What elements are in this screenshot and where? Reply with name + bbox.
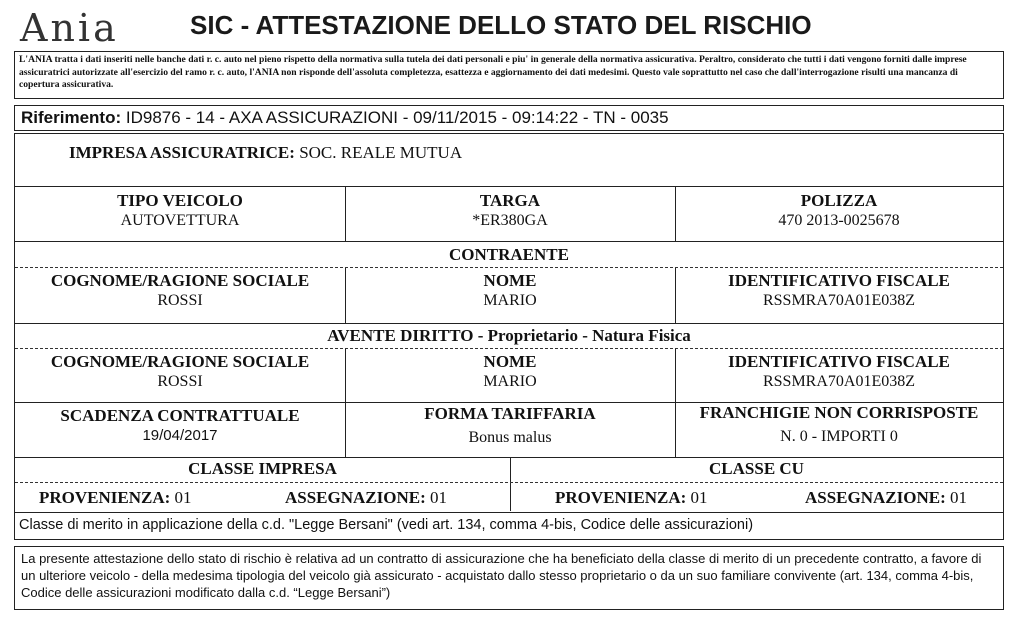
targa-label: TARGA bbox=[479, 191, 541, 210]
ania-logo: Ania bbox=[20, 6, 119, 50]
contraente-nome-value: MARIO bbox=[483, 292, 537, 309]
classe-impresa-provenienza-label: PROVENIENZA: bbox=[39, 488, 171, 507]
classe-cu-assegnazione-value: 01 bbox=[950, 488, 968, 507]
contraente-cf-label: IDENTIFICATIVO FISCALE bbox=[728, 271, 950, 290]
avente-cf-label: IDENTIFICATIVO FISCALE bbox=[728, 352, 950, 371]
avente-diritto-heading: AVENTE DIRITTO - Proprietario - Natura Fisica bbox=[327, 326, 691, 345]
tipo-veicolo-value: AUTOVETTURA bbox=[120, 212, 240, 229]
footer-note: La presente attestazione dello stato di rischio è relativa ad un contratto di assicurazione che ha beneficiato della classe di merito di un precedente contratto, a favore di un ulteriore veicolo - della medesima tipologia del veicolo già assicurato - acquistato dallo stesso proprietario o da un suo familiare convivente (art. 134, comma 4-bis, Codice delle assicurazioni modificato dalla c.d. “Legge Bersani”) bbox=[21, 551, 982, 600]
franchigie-value: N. 0 - IMPORTI 0 bbox=[780, 428, 898, 445]
page-title: SIC - ATTESTAZIONE DELLO STATO DEL RISCHIO bbox=[190, 10, 812, 40]
avente-cognome-value: ROSSI bbox=[157, 373, 203, 390]
disclaimer-text: L'ANIA tratta i dati inseriti nelle banche dati r. c. auto nel pieno rispetto della normativa sulla tutela dei dati personali e piu' in generale della normativa assicurativa. Peraltro, considerato che tutti i dati vengono forniti dalle imprese assicuratrici autorizzate all'esercizio del ramo r. c. auto, l'ANIA non risponde dell'assoluta completezza, esattezza e aggiornamento dei dati medesimi. Questo vale soprattutto nel caso che dall'interrogazione risulti una mancanza di copertura assicurativa. bbox=[19, 54, 967, 90]
polizza-value: 470 2013-0025678 bbox=[778, 212, 900, 229]
classe-impresa-provenienza-value: 01 bbox=[174, 488, 192, 507]
footer-note-box bbox=[14, 546, 1004, 610]
targa-value: *ER380GA bbox=[472, 212, 548, 229]
scadenza-value: 19/04/2017 bbox=[142, 427, 218, 444]
polizza-label: POLIZZA bbox=[800, 191, 878, 210]
avente-row bbox=[15, 349, 1003, 402]
classe-impresa-assegnazione-value: 01 bbox=[430, 488, 448, 507]
avente-nome-value: MARIO bbox=[483, 373, 537, 390]
forma-tariffaria-value: Bonus malus bbox=[468, 429, 552, 446]
tipo-veicolo-label: TIPO VEICOLO bbox=[117, 191, 243, 210]
forma-tariffaria-label: FORMA TARIFFARIA bbox=[424, 404, 596, 423]
disclaimer-box bbox=[14, 51, 1004, 99]
contraente-heading: CONTRAENTE bbox=[449, 245, 569, 264]
scadenza-label: SCADENZA CONTRATTUALE bbox=[60, 406, 300, 425]
classe-headings-row bbox=[15, 458, 1003, 482]
contraente-cf-value: RSSMRA70A01E038Z bbox=[762, 292, 916, 309]
classe-values-row bbox=[15, 483, 1003, 511]
classe-cu-assegnazione-label: ASSEGNAZIONE: bbox=[805, 488, 946, 507]
classe-cu-provenienza-value: 01 bbox=[690, 488, 708, 507]
riferimento-value: ID9876 - 14 - AXA ASSICURAZIONI - 09/11/2015 - 09:14:22 - TN - 0035 bbox=[125, 108, 669, 127]
impresa-row bbox=[15, 134, 1003, 186]
avente-cf-value: RSSMRA70A01E038Z bbox=[762, 373, 916, 390]
avente-nome-label: NOME bbox=[483, 352, 537, 371]
avente-cognome-label: COGNOME/RAGIONE SOCIALE bbox=[50, 352, 310, 371]
classe-cu-heading: CLASSE CU bbox=[709, 459, 804, 478]
franchigie-label: FRANCHIGIE NON CORRISPOSTE bbox=[699, 403, 979, 422]
classe-impresa-heading: CLASSE IMPRESA bbox=[188, 459, 337, 478]
impresa-label: IMPRESA ASSICURATRICE: bbox=[69, 143, 295, 162]
contraente-cognome-label: COGNOME/RAGIONE SOCIALE bbox=[50, 271, 310, 290]
contraente-nome-label: NOME bbox=[483, 271, 537, 290]
attestation-table bbox=[14, 133, 1004, 540]
classe-impresa-assegnazione-label: ASSEGNAZIONE: bbox=[285, 488, 426, 507]
impresa-value: SOC. REALE MUTUA bbox=[299, 143, 463, 162]
contraente-row bbox=[15, 268, 1003, 323]
classe-cu-provenienza-label: PROVENIENZA: bbox=[555, 488, 687, 507]
contraente-cognome-value: ROSSI bbox=[157, 292, 203, 309]
riferimento-label: Riferimento: bbox=[21, 108, 122, 127]
merito-note: Classe di merito in applicazione della c.d. "Legge Bersani" (vedi art. 134, comma 4-bis, Codice delle assicurazioni) bbox=[19, 517, 754, 533]
vehicle-row bbox=[15, 187, 1003, 241]
contratto-row bbox=[15, 403, 1003, 457]
riferimento-box bbox=[14, 105, 1004, 131]
